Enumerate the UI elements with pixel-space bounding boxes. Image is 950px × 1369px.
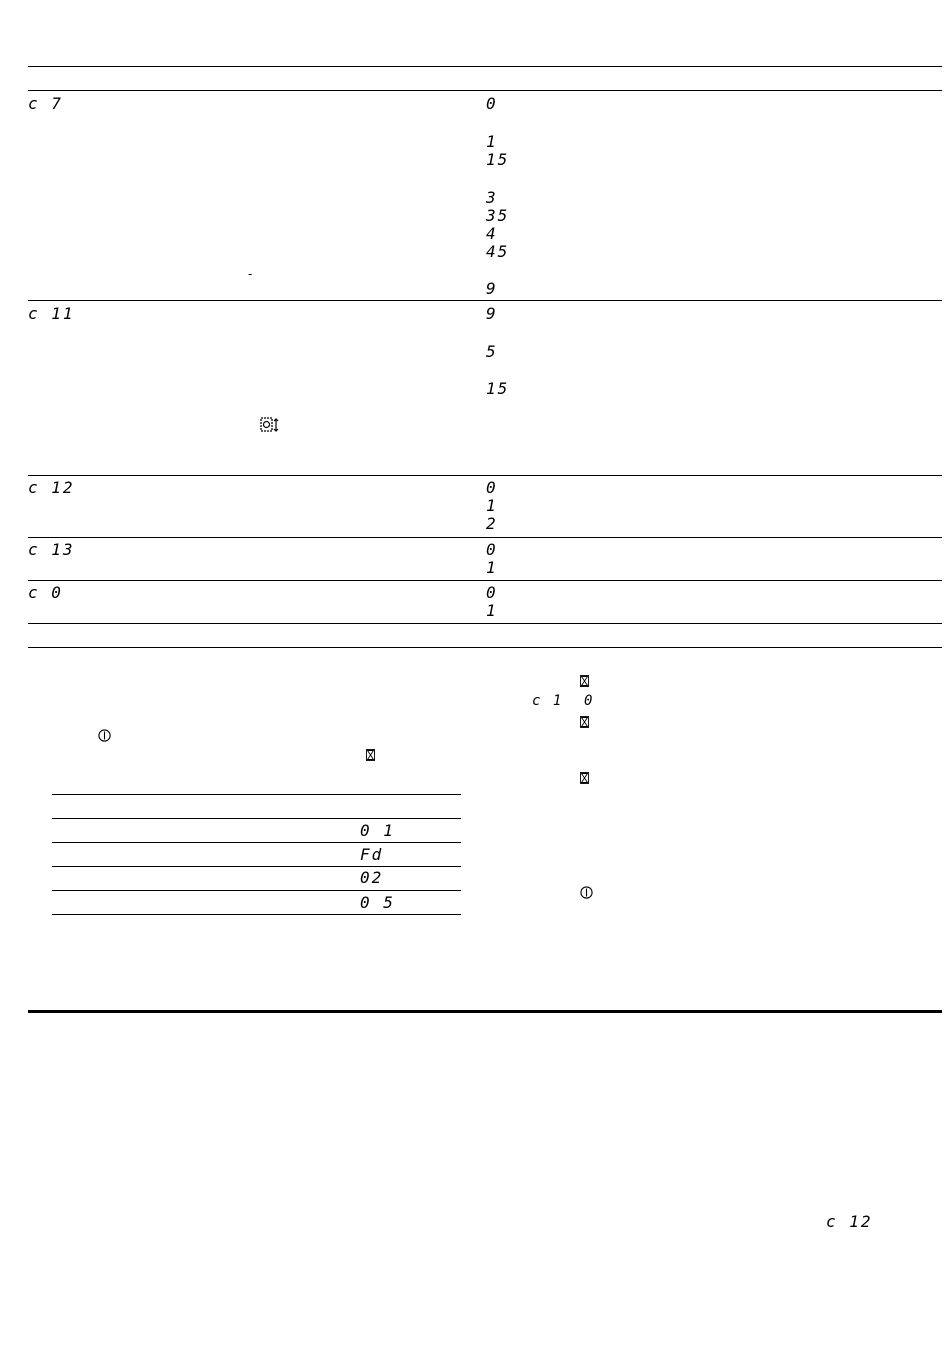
codes-table-rule	[52, 890, 461, 891]
row-divider	[28, 300, 942, 301]
section-divider	[28, 1010, 942, 1013]
codes-table-code: Fd	[360, 845, 384, 864]
setting-value: 1	[486, 496, 498, 515]
setting-code-c0: c 0	[28, 583, 63, 602]
setting-value: 0	[486, 583, 498, 602]
codes-table-code: 0 1	[360, 821, 395, 840]
codes-table-code: 0 5	[360, 893, 395, 912]
hourglass-icon	[366, 746, 375, 758]
setting-value: 1	[486, 601, 498, 620]
row-divider	[28, 475, 942, 476]
table-header-rule	[28, 90, 942, 91]
setting-code-c13: c 13	[28, 540, 75, 559]
setting-value: 15	[486, 150, 510, 169]
codes-table-code: 02	[360, 868, 384, 887]
codes-table-rule	[52, 794, 461, 795]
row-divider	[28, 537, 942, 538]
fan-interval-icon	[260, 417, 280, 433]
row-divider	[28, 623, 942, 624]
codes-table-rule	[52, 866, 461, 867]
setting-value: 0	[486, 540, 498, 559]
setting-value: 5	[486, 342, 498, 361]
setting-code-c12: c 12	[28, 478, 75, 497]
table-top-rule	[28, 66, 942, 67]
setting-code-c11: c 11	[28, 304, 75, 323]
footer-code: c 12	[826, 1212, 873, 1231]
hourglass-icon	[580, 713, 589, 725]
setting-value: 0	[486, 94, 498, 113]
setting-value: 1	[486, 558, 498, 577]
setting-value: 3	[486, 188, 498, 207]
setting-value: 4	[486, 224, 498, 243]
setting-value: 2	[486, 514, 498, 533]
hourglass-icon	[580, 672, 589, 684]
power-icon	[98, 727, 111, 740]
setting-value: 0	[486, 478, 498, 497]
row-divider	[28, 580, 942, 581]
codes-table-rule	[52, 842, 461, 843]
setting-value: 35	[486, 206, 510, 225]
step-code: c 1	[532, 693, 564, 709]
table-bottom-rule	[28, 647, 942, 648]
setting-value: 9	[486, 304, 498, 323]
setting-value: 45	[486, 242, 510, 261]
setting-value: 15	[486, 379, 510, 398]
setting-value: 1	[486, 132, 498, 151]
setting-code-c7: c 7	[28, 94, 63, 113]
dash-marker: -	[248, 267, 253, 281]
setting-value: 9	[486, 279, 498, 298]
codes-table-rule	[52, 914, 461, 915]
hourglass-icon	[580, 769, 589, 781]
codes-table-rule	[52, 818, 461, 819]
step-value: 0	[584, 693, 595, 709]
power-icon	[580, 884, 593, 897]
